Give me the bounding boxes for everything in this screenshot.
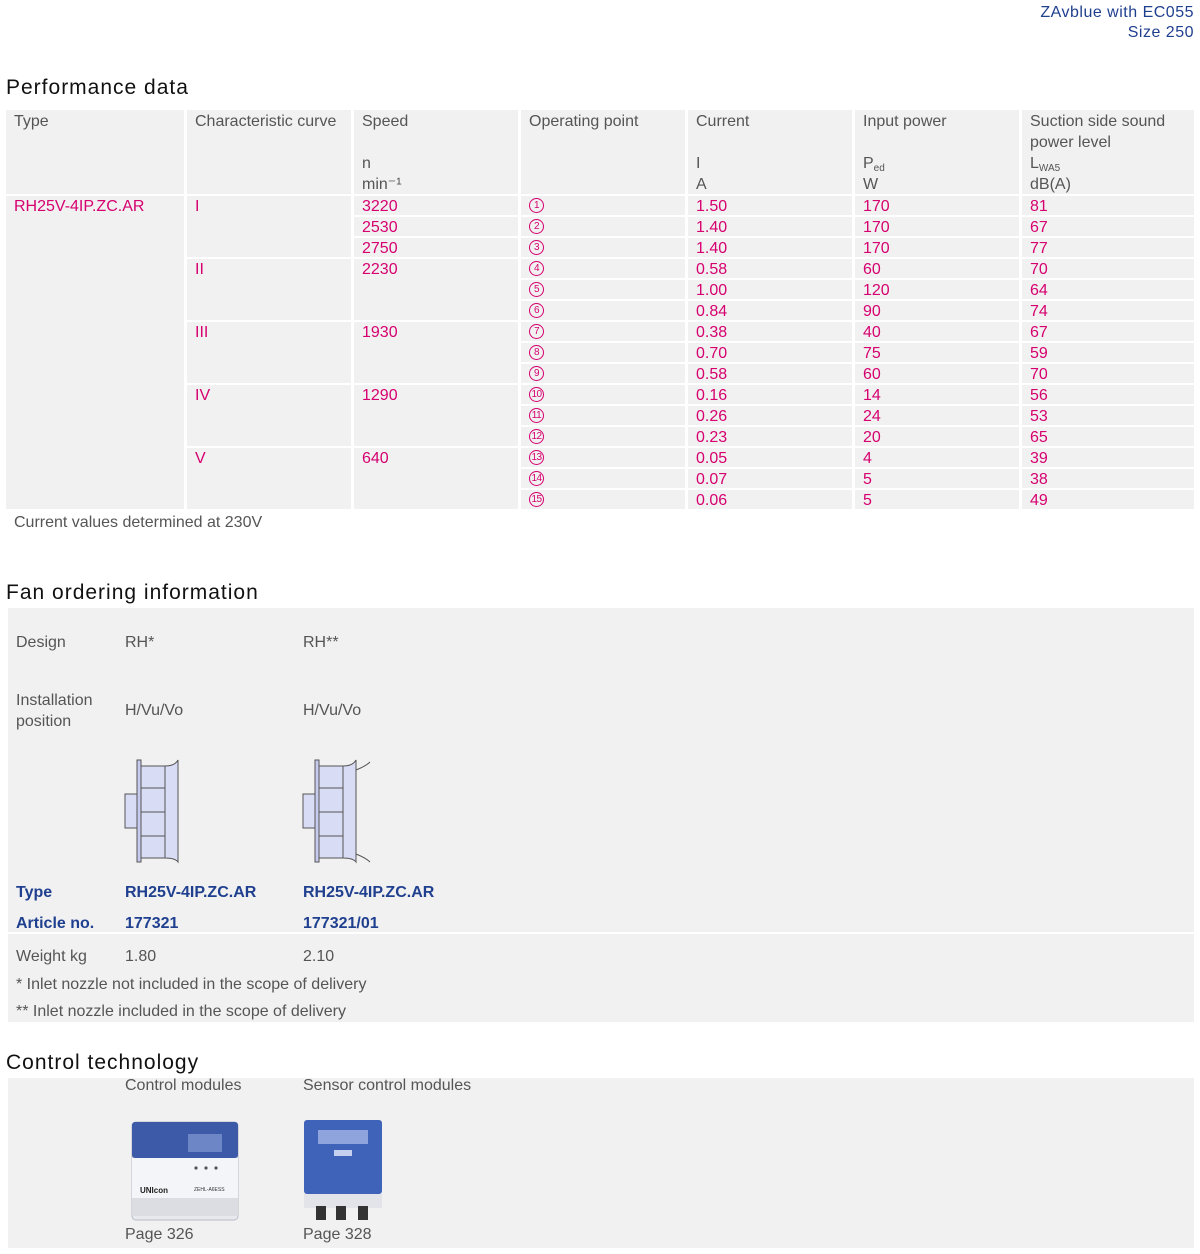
header-symbol: I bbox=[696, 155, 701, 172]
cell-speed bbox=[354, 488, 518, 509]
operating-point-badge: 4 bbox=[529, 261, 544, 276]
control-module-brand: UNIcon bbox=[140, 1186, 168, 1195]
header-label: Suction side sound bbox=[1030, 113, 1166, 130]
header-sound-power bbox=[1022, 110, 1194, 194]
fan-note-2: ** Inlet nozzle included in the scope of delivery bbox=[16, 1003, 346, 1020]
table-row bbox=[6, 362, 1194, 383]
cell-power: 90 bbox=[855, 299, 1019, 320]
cell-sound: 70 bbox=[1022, 257, 1194, 278]
cell-speed: 2230 bbox=[354, 257, 518, 278]
cell-operating-point bbox=[521, 278, 685, 299]
fan-type-label: Type bbox=[16, 884, 53, 901]
header-operating-point bbox=[521, 110, 685, 194]
header-input-power bbox=[855, 110, 1019, 194]
header-unit bbox=[195, 174, 351, 195]
cell-type bbox=[6, 383, 184, 404]
control-module-model: ZEHL-A6ESS bbox=[194, 1187, 225, 1193]
cell-current: 0.07 bbox=[688, 467, 852, 488]
sensor-control-modules-title: Sensor control modules bbox=[303, 1077, 472, 1094]
header-label: Operating point bbox=[529, 113, 639, 130]
header-symbol-main: L bbox=[1030, 155, 1039, 172]
header-curve bbox=[187, 110, 351, 194]
cell-sound: 74 bbox=[1022, 299, 1194, 320]
cell-curve bbox=[187, 236, 351, 257]
cell-sound: 70 bbox=[1022, 362, 1194, 383]
cell-sound: 49 bbox=[1022, 488, 1194, 509]
header-symbol bbox=[1030, 153, 1194, 174]
cell-curve bbox=[187, 404, 351, 425]
operating-point-badge: 5 bbox=[529, 282, 544, 297]
header-label-line2 bbox=[195, 132, 351, 153]
header-unit: min⁻¹ bbox=[362, 176, 402, 193]
header-unit: dB(A) bbox=[1030, 176, 1071, 193]
cell-type bbox=[6, 215, 184, 236]
cell-power: 5 bbox=[855, 488, 1019, 509]
cell-operating-point bbox=[521, 215, 685, 236]
cell-speed: 2750 bbox=[354, 236, 518, 257]
cell-curve bbox=[187, 488, 351, 509]
weight-a-value: 1.80 bbox=[125, 948, 157, 965]
performance-note: Current values determined at 230V bbox=[14, 514, 263, 531]
cell-operating-point bbox=[521, 362, 685, 383]
article-a-value: 177321 bbox=[125, 915, 179, 932]
performance-table-header bbox=[6, 110, 1194, 194]
cell-type: RH25V-4IP.ZC.AR bbox=[6, 194, 184, 215]
fan-weight-panel bbox=[8, 934, 1194, 1022]
cell-curve: III bbox=[187, 320, 351, 341]
cell-type bbox=[6, 362, 184, 383]
cell-sound: 56 bbox=[1022, 383, 1194, 404]
cell-sound: 67 bbox=[1022, 320, 1194, 341]
performance-title: Performance data bbox=[6, 76, 189, 99]
cell-sound: 65 bbox=[1022, 425, 1194, 446]
header-symbol: n bbox=[362, 155, 371, 172]
cell-speed bbox=[354, 467, 518, 488]
cell-power: 40 bbox=[855, 320, 1019, 341]
cell-curve bbox=[187, 215, 351, 236]
operating-point-badge: 13 bbox=[529, 450, 544, 465]
control-module-icon bbox=[130, 1120, 240, 1222]
operating-point-badge: 7 bbox=[529, 324, 544, 339]
cell-type bbox=[6, 236, 184, 257]
table-row bbox=[6, 404, 1194, 425]
design-a-value: RH* bbox=[125, 634, 155, 651]
control-title: Control technology bbox=[6, 1051, 200, 1074]
cell-power: 60 bbox=[855, 257, 1019, 278]
operating-point-badge: 12 bbox=[529, 429, 544, 444]
cell-current: 0.06 bbox=[688, 488, 852, 509]
cell-operating-point bbox=[521, 404, 685, 425]
fan-rh-drawing-icon bbox=[120, 758, 200, 866]
cell-operating-point bbox=[521, 194, 685, 215]
cell-power: 170 bbox=[855, 194, 1019, 215]
header-unit bbox=[529, 174, 685, 195]
header-label: Type bbox=[14, 113, 49, 130]
cell-power: 20 bbox=[855, 425, 1019, 446]
article-label: Article no. bbox=[16, 915, 95, 932]
cell-current: 1.40 bbox=[688, 236, 852, 257]
fan-type-a-value: RH25V-4IP.ZC.AR bbox=[125, 884, 257, 901]
cell-curve: II bbox=[187, 257, 351, 278]
design-b-value: RH** bbox=[303, 634, 339, 651]
cell-current: 0.38 bbox=[688, 320, 852, 341]
header-type bbox=[6, 110, 184, 194]
table-row bbox=[6, 425, 1194, 446]
cell-speed: 2530 bbox=[354, 215, 518, 236]
control-modules-page: Page 326 bbox=[125, 1226, 194, 1243]
sensor-control-modules-page: Page 328 bbox=[303, 1226, 372, 1243]
cell-sound: 81 bbox=[1022, 194, 1194, 215]
cell-curve bbox=[187, 467, 351, 488]
cell-current: 0.58 bbox=[688, 257, 852, 278]
cell-operating-point bbox=[521, 257, 685, 278]
operating-point-badge: 9 bbox=[529, 366, 544, 381]
header-unit bbox=[14, 174, 184, 195]
cell-sound: 39 bbox=[1022, 446, 1194, 467]
article-b-value: 177321/01 bbox=[303, 915, 379, 932]
cell-current: 1.00 bbox=[688, 278, 852, 299]
cell-sound: 53 bbox=[1022, 404, 1194, 425]
control-panel bbox=[8, 1078, 1194, 1248]
cell-operating-point bbox=[521, 236, 685, 257]
product-size: Size 250 bbox=[1127, 24, 1194, 41]
header-label-line2 bbox=[362, 132, 518, 153]
cell-current: 0.05 bbox=[688, 446, 852, 467]
cell-type bbox=[6, 467, 184, 488]
table-row bbox=[6, 467, 1194, 488]
fan-type-b-value: RH25V-4IP.ZC.AR bbox=[303, 884, 435, 901]
cell-type bbox=[6, 488, 184, 509]
fan-note-1: * Inlet nozzle not included in the scope of delivery bbox=[16, 976, 367, 993]
sensor-control-module-icon bbox=[302, 1118, 384, 1224]
cell-type bbox=[6, 278, 184, 299]
cell-power: 14 bbox=[855, 383, 1019, 404]
cell-curve bbox=[187, 425, 351, 446]
cell-speed bbox=[354, 404, 518, 425]
cell-current: 0.23 bbox=[688, 425, 852, 446]
cell-type bbox=[6, 341, 184, 362]
table-row bbox=[6, 446, 1194, 467]
cell-sound: 38 bbox=[1022, 467, 1194, 488]
cell-speed bbox=[354, 362, 518, 383]
fan-ordering-title: Fan ordering information bbox=[6, 581, 259, 604]
header-label: Speed bbox=[362, 113, 409, 130]
cell-speed: 640 bbox=[354, 446, 518, 467]
cell-type bbox=[6, 299, 184, 320]
operating-point-badge: 14 bbox=[529, 471, 544, 486]
weight-label: Weight kg bbox=[16, 948, 87, 965]
table-row bbox=[6, 341, 1194, 362]
cell-operating-point bbox=[521, 446, 685, 467]
cell-power: 170 bbox=[855, 236, 1019, 257]
header-symbol-main: P bbox=[863, 155, 874, 172]
cell-power: 60 bbox=[855, 362, 1019, 383]
header-label-line2 bbox=[863, 132, 1019, 153]
installation-label bbox=[16, 690, 93, 732]
header-symbol-subscript: WA5 bbox=[1038, 163, 1061, 174]
cell-speed bbox=[354, 278, 518, 299]
header-label: Current bbox=[696, 113, 750, 130]
cell-type bbox=[6, 257, 184, 278]
header-label-line2 bbox=[696, 132, 852, 153]
operating-point-badge: 11 bbox=[529, 408, 544, 423]
table-row bbox=[6, 257, 1194, 278]
cell-type bbox=[6, 404, 184, 425]
operating-point-badge: 1 bbox=[529, 198, 544, 213]
operating-point-badge: 6 bbox=[529, 303, 544, 318]
cell-speed bbox=[354, 341, 518, 362]
operating-point-badge: 2 bbox=[529, 219, 544, 234]
cell-curve bbox=[187, 362, 351, 383]
control-modules-title: Control modules bbox=[125, 1077, 242, 1094]
cell-power: 120 bbox=[855, 278, 1019, 299]
fan-ordering-panel bbox=[8, 608, 1194, 932]
table-row bbox=[6, 194, 1194, 215]
operating-point-badge: 15 bbox=[529, 492, 544, 507]
install-b-value: H/Vu/Vo bbox=[303, 702, 362, 719]
header-symbol-subscript: ed bbox=[873, 163, 885, 174]
cell-speed: 1290 bbox=[354, 383, 518, 404]
header-speed bbox=[354, 110, 518, 194]
cell-power: 24 bbox=[855, 404, 1019, 425]
cell-operating-point bbox=[521, 488, 685, 509]
cell-type bbox=[6, 320, 184, 341]
cell-type bbox=[6, 446, 184, 467]
cell-current: 0.70 bbox=[688, 341, 852, 362]
cell-speed: 3220 bbox=[354, 194, 518, 215]
cell-operating-point bbox=[521, 467, 685, 488]
table-row bbox=[6, 383, 1194, 404]
product-series: ZAvblue with EC055 bbox=[1040, 4, 1194, 21]
cell-speed bbox=[354, 299, 518, 320]
cell-current: 0.84 bbox=[688, 299, 852, 320]
cell-curve: IV bbox=[187, 383, 351, 404]
table-row bbox=[6, 278, 1194, 299]
header-label-line2 bbox=[14, 132, 184, 153]
cell-sound: 59 bbox=[1022, 341, 1194, 362]
header-unit: W bbox=[863, 176, 879, 193]
cell-current: 1.50 bbox=[688, 194, 852, 215]
cell-operating-point bbox=[521, 383, 685, 404]
operating-point-badge: 3 bbox=[529, 240, 544, 255]
install-a-value: H/Vu/Vo bbox=[125, 702, 184, 719]
cell-type bbox=[6, 425, 184, 446]
cell-operating-point bbox=[521, 341, 685, 362]
cell-sound: 64 bbox=[1022, 278, 1194, 299]
cell-curve bbox=[187, 299, 351, 320]
cell-speed bbox=[354, 425, 518, 446]
header-symbol bbox=[863, 153, 1019, 174]
table-row bbox=[6, 215, 1194, 236]
performance-table-body bbox=[6, 194, 1194, 509]
header-label-line2: power level bbox=[1030, 134, 1111, 151]
table-row bbox=[6, 236, 1194, 257]
cell-sound: 67 bbox=[1022, 215, 1194, 236]
header-label: Input power bbox=[863, 113, 947, 130]
header-symbol bbox=[195, 153, 351, 174]
installation-label-line2: position bbox=[16, 713, 72, 730]
operating-point-badge: 10 bbox=[529, 387, 544, 402]
header-label-line2 bbox=[529, 132, 685, 153]
cell-power: 4 bbox=[855, 446, 1019, 467]
cell-power: 75 bbox=[855, 341, 1019, 362]
cell-operating-point bbox=[521, 425, 685, 446]
performance-table bbox=[6, 110, 1194, 509]
table-row bbox=[6, 488, 1194, 509]
cell-power: 170 bbox=[855, 215, 1019, 236]
cell-curve bbox=[187, 341, 351, 362]
cell-current: 1.40 bbox=[688, 215, 852, 236]
cell-current: 0.26 bbox=[688, 404, 852, 425]
header-label: Characteristic curve bbox=[195, 113, 337, 130]
cell-power: 5 bbox=[855, 467, 1019, 488]
header-current bbox=[688, 110, 852, 194]
cell-operating-point bbox=[521, 299, 685, 320]
fan-rh-nozzle-drawing-icon bbox=[298, 758, 378, 866]
cell-current: 0.58 bbox=[688, 362, 852, 383]
cell-curve: V bbox=[187, 446, 351, 467]
header-unit: A bbox=[696, 176, 707, 193]
header-symbol bbox=[14, 153, 184, 174]
cell-curve bbox=[187, 278, 351, 299]
design-label: Design bbox=[16, 634, 66, 651]
weight-b-value: 2.10 bbox=[303, 948, 335, 965]
header-symbol bbox=[529, 153, 685, 174]
installation-label-line1: Installation bbox=[16, 692, 93, 709]
table-row bbox=[6, 320, 1194, 341]
operating-point-badge: 8 bbox=[529, 345, 544, 360]
cell-curve: I bbox=[187, 194, 351, 215]
document-header bbox=[1040, 3, 1194, 43]
table-row bbox=[6, 299, 1194, 320]
cell-speed: 1930 bbox=[354, 320, 518, 341]
cell-sound: 77 bbox=[1022, 236, 1194, 257]
cell-operating-point bbox=[521, 320, 685, 341]
cell-current: 0.16 bbox=[688, 383, 852, 404]
